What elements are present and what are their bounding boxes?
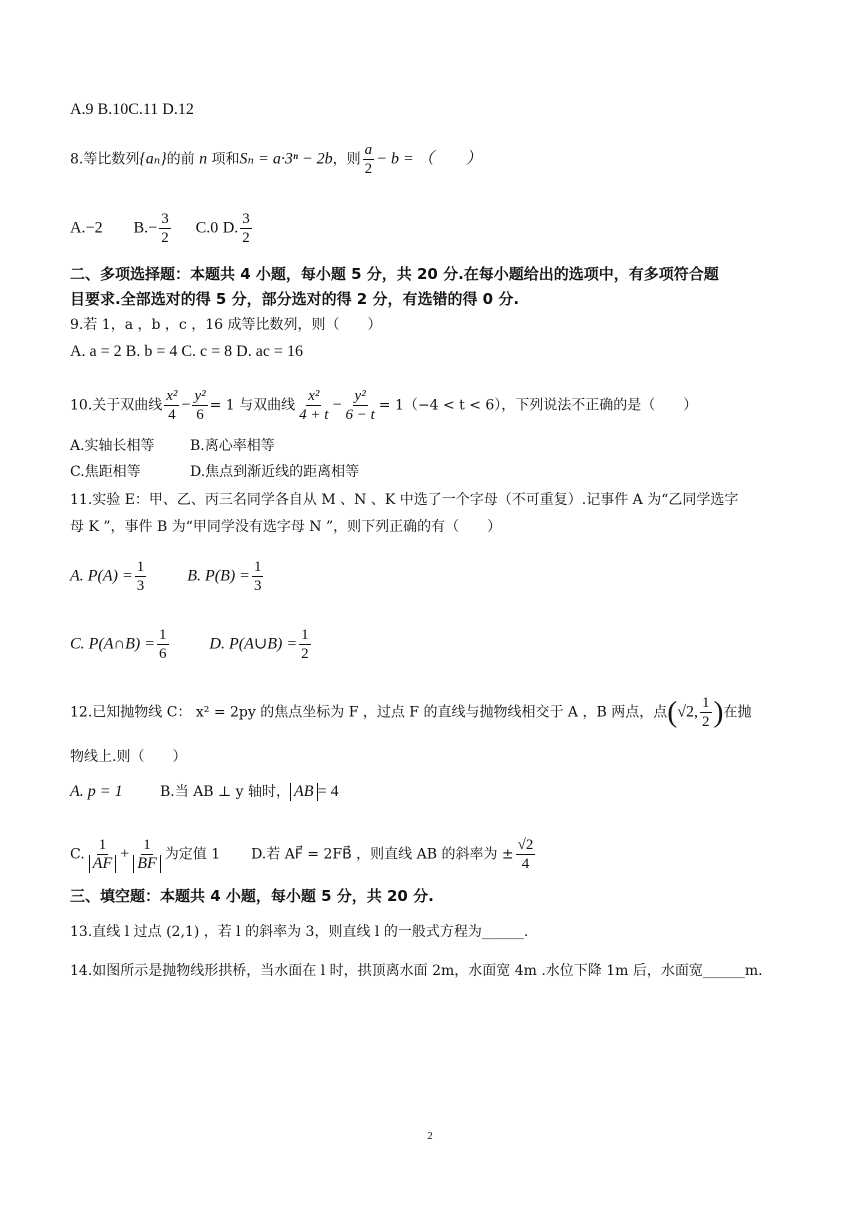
q8-n: n xyxy=(199,150,208,168)
q11-stem-line2: 母 K ”，事件 B 为“甲同学没有选字母 N ”，则下列正确的有（ ） xyxy=(70,519,502,535)
q11-option-a-frac xyxy=(135,558,147,595)
q10-f2-num: y² xyxy=(194,388,206,404)
q11-option-c-frac xyxy=(157,626,169,663)
q8-optd-den: 2 xyxy=(242,230,250,246)
q10-option-a: A.实轴长相等 xyxy=(70,438,155,454)
q11-options-row2 xyxy=(70,626,313,663)
q8-option-c: C.0 xyxy=(195,219,219,237)
q10-eq1: = 1 与双曲线 xyxy=(209,397,296,414)
section3-heading: 三、填空题：本题共 4 小题，每小题 5 分，共 20 分. xyxy=(70,887,434,905)
section2-heading-line2: 目要求.全部选对的得 5 分，部分选对的得 2 分，有选错的得 0 分. xyxy=(70,290,520,308)
q12-option-c-plus: + xyxy=(120,845,130,863)
q10-options-row1 xyxy=(70,436,275,456)
q11-opta-num: 1 xyxy=(136,559,145,575)
q12-options-row1 xyxy=(70,782,339,802)
q10-option-b: B.离心率相等 xyxy=(190,438,275,454)
q8-option-d-frac xyxy=(240,210,252,247)
q12-option-a: A. p = 1 xyxy=(70,783,123,800)
q9-options: A. a = 2 B. b = 4 C. c = 8 D. ac = 16 xyxy=(70,343,303,360)
q12-point-den: 2 xyxy=(702,714,710,730)
q11-optb-num: 1 xyxy=(253,559,262,575)
q8-option-d-label: D. xyxy=(222,219,239,237)
page-number: 2 xyxy=(427,1130,433,1142)
q11-options-row1 xyxy=(70,558,265,595)
q10-f1-den: 4 xyxy=(168,407,176,423)
q12-optd-num: √2 xyxy=(517,837,534,853)
q11-optb-den: 3 xyxy=(253,578,262,594)
q12-post: 在抛 xyxy=(723,704,752,721)
q12-stem-line1 xyxy=(70,694,752,731)
q8-option-b-frac xyxy=(159,210,171,247)
q12-optc-num2: 1 xyxy=(143,837,151,853)
q11-stem-line1: 11.实验 E：甲、乙、丙三名同学各自从 M 、N 、K 中选了一个字母（不可重复）.记事件 A 为“乙同学选字 xyxy=(70,492,739,508)
q8-optb-den: 2 xyxy=(161,230,169,246)
q11-option-c-label: C. P(A∩B) = xyxy=(70,635,155,653)
q10-f3-den: 4 + t xyxy=(299,407,329,423)
section2-heading-line1: 二、多项选择题：本题共 4 小题，每小题 5 分，共 20 分.在每小题给出的选项中，有多项符合题 xyxy=(70,265,719,283)
q8-mid: 的前 xyxy=(166,151,195,168)
q9-stem: 9.若 1，a ，b ，c ，16 成等比数列，则（ ） xyxy=(70,317,382,333)
q10-option-c: C.焦距相等 xyxy=(70,464,141,480)
q11-option-b-label: B. P(B) = xyxy=(187,567,250,585)
q8-optb-num: 3 xyxy=(161,211,169,227)
q10-prefix: 10.关于双曲线 xyxy=(70,397,163,414)
q12-point-lparen: ( xyxy=(667,695,678,729)
q14-stem: 14.如图所示是抛物线形拱桥，当水面在 l 时，拱顶离水面 2m，水面宽 4m .水位下降 1m 后，水面宽______m. xyxy=(70,963,763,979)
q12-point-x: √2, xyxy=(677,703,699,721)
q12-optc-num1: 1 xyxy=(98,837,107,853)
q11-opta-den: 3 xyxy=(136,578,145,594)
q11-option-b-frac xyxy=(252,558,264,595)
q12-option-c-label: C. xyxy=(70,846,85,863)
q8-frac-den: 2 xyxy=(364,161,373,177)
q11-optc-den: 6 xyxy=(159,646,167,662)
q10-option-d: D.焦点到渐近线的距离相等 xyxy=(190,464,360,480)
q10-frac2 xyxy=(192,387,207,424)
q8-tail: − b = （ ） xyxy=(376,150,482,168)
q10-frac4 xyxy=(343,387,376,424)
q10-f3-num: x² xyxy=(308,388,320,404)
q12-point-frac xyxy=(700,694,712,731)
q8-seq: {aₙ} xyxy=(139,150,167,168)
q8-optd-num: 3 xyxy=(242,211,250,227)
q8-formula: Sₙ = a·3ⁿ − 2b xyxy=(239,150,333,168)
q12-options-row2 xyxy=(70,836,537,873)
q13-stem: 13.直线 l 过点 (2,1) ，若 l 的斜率为 3，则直线 l 的一般式方程为______. xyxy=(70,924,529,940)
q11-option-d-frac xyxy=(299,626,311,663)
q11-optd-den: 2 xyxy=(301,646,309,662)
q12-optc-den2: BF xyxy=(133,855,161,873)
q11-option-d-label: D. P(A∪B) = xyxy=(209,635,298,653)
q10-frac3 xyxy=(297,387,330,424)
q10-f1-num: x² xyxy=(166,388,178,404)
q12-option-b-post: = 4 xyxy=(317,783,339,800)
q8-stem xyxy=(70,141,482,178)
q12-option-d-frac xyxy=(516,836,536,873)
q12-point-num: 1 xyxy=(702,695,710,711)
q10-f4-num: y² xyxy=(354,388,366,404)
q10-options-row2 xyxy=(70,462,359,482)
q12-optd-den: 4 xyxy=(521,856,530,872)
q8-prefix: 8.等比数列 xyxy=(70,151,140,168)
q12-pre: 12.已知抛物线 C： x² = 2py 的焦点坐标为 F ，过点 F 的直线与抛物线相交于 A ，B 两点，点 xyxy=(70,704,668,721)
q12-point-rparen: ) xyxy=(713,695,724,729)
q8-mid2: 项和 xyxy=(211,151,240,168)
q12-option-b-abs: AB xyxy=(290,783,318,801)
q12-stem-line2: 物线上.则（ ） xyxy=(70,749,187,765)
q10-eq2: = 1（−4 < t < 6），下列说法不正确的是（ ） xyxy=(378,397,698,414)
q11-option-a-label: A. P(A) = xyxy=(70,567,133,585)
q12-option-c-frac2 xyxy=(131,836,163,873)
q12-optc-den1: AF xyxy=(89,855,117,873)
q8-then: ，则 xyxy=(332,151,361,168)
q10-f4-den: 6 − t xyxy=(345,407,375,423)
q8-options xyxy=(70,210,254,247)
q8-option-b-label: B.− xyxy=(133,219,158,237)
q8-option-a: A.−2 xyxy=(70,219,103,237)
q7-options: A.9 B.10C.11 D.12 xyxy=(70,101,194,118)
q8-frac-num: a xyxy=(364,142,373,158)
q12-option-c-post: 为定值 1 xyxy=(164,846,221,863)
q10-minus1: − xyxy=(181,396,191,414)
q10-stem xyxy=(70,387,697,424)
q10-f2-den: 6 xyxy=(196,407,204,423)
q11-optd-num: 1 xyxy=(301,627,309,643)
q10-frac1 xyxy=(164,387,179,424)
q12-option-c-frac1 xyxy=(87,836,119,873)
q11-optc-num: 1 xyxy=(159,627,167,643)
q10-minus2: − xyxy=(332,396,342,414)
q12-option-d-pre: D.若 AF⃗ = 2FB⃗ ，则直线 AB 的斜率为 ± xyxy=(251,846,514,863)
q12-option-b-pre: B.当 AB ⊥ y 轴时， xyxy=(160,784,291,800)
q8-fraction xyxy=(363,141,375,178)
